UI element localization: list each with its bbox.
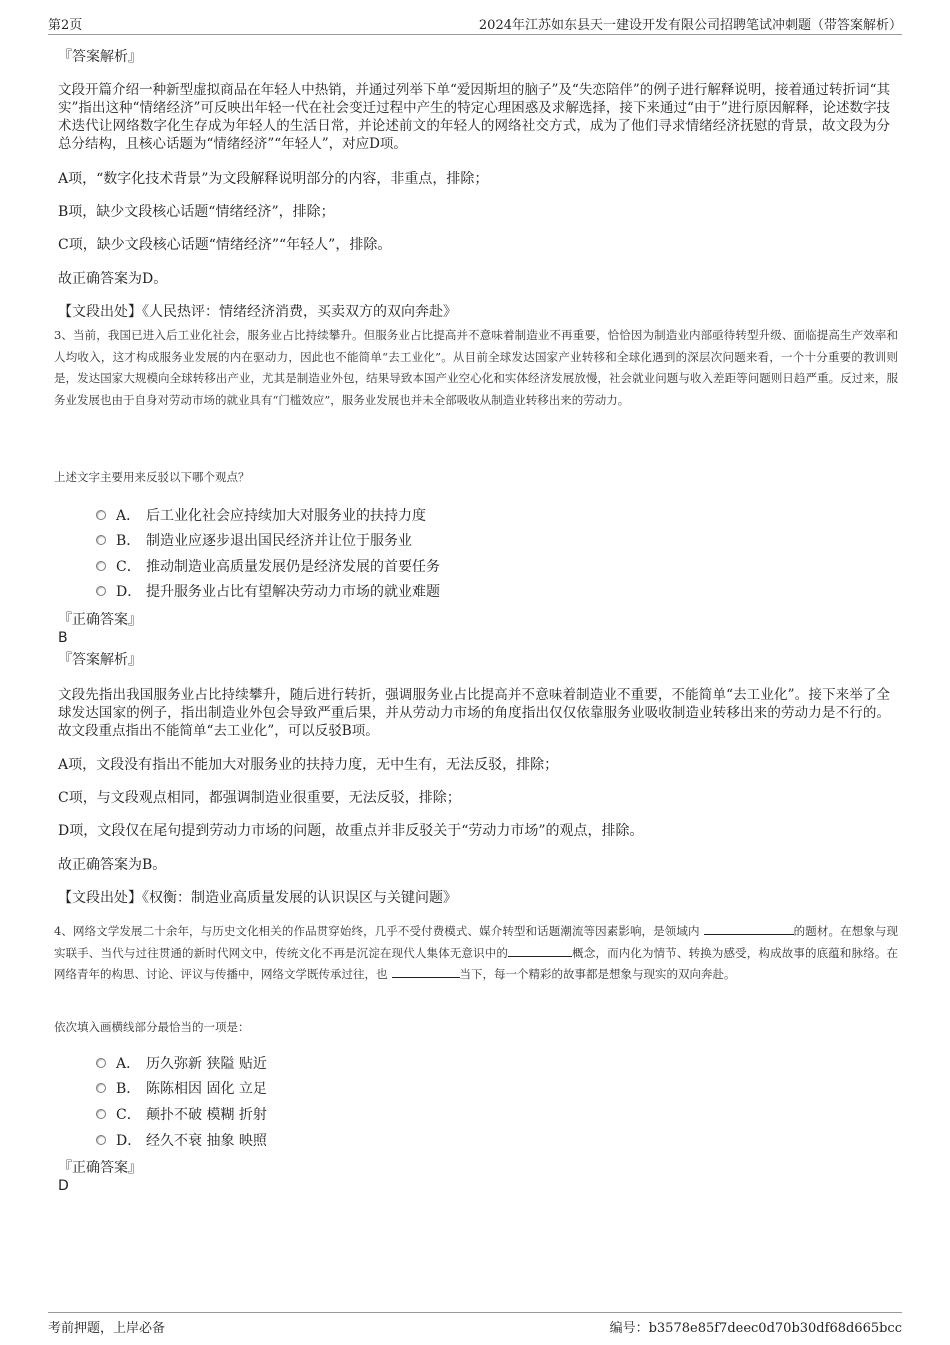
- option-b-note: B项，缺少文段核心话题“情绪经济”，排除；: [58, 204, 335, 220]
- question-3-stem: 3、当前，我国已进入后工业化社会，服务业占比持续攀升。但服务业占比提高并不意味着制造业不再重要，恰恰因为制造业内部亟待转型升级、面临提高生产效率和人均收入，这才构成服务业发展的内在驱动力，因此也不能简单“去工业化”。从目前全球发达国家产业转移和全球化遇到的深层次问题来看，一个十分重要的教训则是，发达国家大规模向全球转移出产业，尤其是制造业外包，结果导致本国产业空心化和实体经济发展放慢，社会就业问题与收入差距等问题则日趋严重。反过来，服务业发展也由于自身对劳动市场的就业具有“门槛效应”，服务业发展也并未全部吸收从制造业转移出来的劳动力。: [54, 328, 898, 407]
- answer-label: 『正确答案』: [58, 1160, 142, 1176]
- source: 【文段出处】《人民热评：情绪经济消费，买卖双方的双向奔赴》: [58, 304, 457, 320]
- option-d-note: D项，文段仅在尾句提到劳动力市场的问题，故重点并非反驳关于“劳动力市场”的观点，排除。: [58, 823, 644, 839]
- conclusion: 故正确答案为D。: [58, 271, 168, 287]
- blank-2: [508, 944, 572, 957]
- question-4-prompt: 依次填入画横线部分最恰当的一项是：: [54, 1020, 250, 1034]
- page-number: 第2页: [48, 18, 83, 33]
- option-c[interactable]: C． 颠扑不破 模糊 折射: [96, 1104, 267, 1124]
- analysis-label: 『答案解析』: [58, 49, 142, 65]
- option-a[interactable]: A． 历久弥新 狭隘 贴近: [96, 1053, 267, 1073]
- option-a[interactable]: A． 后工业化社会应持续加大对服务业的扶持力度: [96, 505, 426, 525]
- option-b[interactable]: B． 陈陈相因 固化 立足: [96, 1078, 267, 1098]
- radio-icon[interactable]: [96, 535, 106, 545]
- footer-slogan: 考前押题，上岸必备: [48, 1321, 166, 1336]
- radio-icon[interactable]: [96, 586, 106, 596]
- option-c-note: C项，缺少文段核心话题“情绪经济”“年轻人”，排除。: [58, 237, 392, 253]
- option-a-note: A项，文段没有指出不能加大对服务业的扶持力度，无中生有，无法反驳，排除；: [58, 757, 559, 773]
- document-title: 2024年江苏如东县天一建设开发有限公司招聘笔试冲刺题（带答案解析）: [478, 18, 902, 33]
- document-id: 编号：b3578e85f7deec0d70b30df68d665bcc: [609, 1321, 902, 1336]
- option-d[interactable]: D． 经久不衰 抽象 映照: [96, 1130, 267, 1150]
- radio-icon[interactable]: [96, 561, 106, 571]
- answer-label: 『正确答案』: [58, 612, 142, 628]
- question-3-prompt: 上述文字主要用来反驳以下哪个观点？: [54, 470, 250, 484]
- option-a-note: A项，“数字化技术背景”为文段解释说明部分的内容，非重点，排除；: [58, 171, 489, 187]
- radio-icon[interactable]: [96, 1083, 106, 1093]
- page-footer: [48, 1312, 902, 1335]
- conclusion: 故正确答案为B。: [58, 857, 167, 873]
- analysis-text: 文段开篇介绍一种新型虚拟商品在年轻人中热销，并通过列举下单“爱因斯坦的脑子”及“失恋陪伴”的例子进行解释说明，接着通过转折词“其实”指出这种“情绪经济”可反映出年轻一代在社会变迁过程中产生的特定心理困惑及求解选择，接下来通过“由于”进行原因解释，论述数字技术迭代让网络数字化生存成为年轻人的生活日常，并论述前文的年轻人的网络社交方式，成为了他们寻求情绪经济抚慰的背景，故文段为分总分结构，且核心话题为“情绪经济”“年轻人”，对应D项。: [58, 82, 890, 152]
- blank-1: [704, 922, 794, 935]
- correct-answer: D: [58, 1178, 69, 1194]
- source: 【文段出处】《权衡：制造业高质量发展的认识误区与关键问题》: [58, 890, 457, 906]
- option-b[interactable]: B． 制造业应逐步退出国民经济并让位于服务业: [96, 530, 412, 550]
- blank-3: [392, 965, 460, 978]
- analysis-text: 文段先指出我国服务业占比持续攀升，随后进行转折，强调服务业占比提高并不意味着制造业不重要，不能简单“去工业化”。接下来举了全球发达国家的例子，指出制造业外包会导致严重后果，并从劳动力市场的角度指出仅仅依靠服务业吸收制造业转移出来的劳动力是不行的。故文段重点指出不能简单“去工业化”，可以反驳B项。: [58, 687, 890, 739]
- page-header: [48, 14, 902, 35]
- option-d[interactable]: D． 提升服务业占比有望解决劳动力市场的就业难题: [96, 581, 440, 601]
- radio-icon[interactable]: [96, 1109, 106, 1119]
- correct-answer: B: [58, 630, 68, 646]
- option-c[interactable]: C． 推动制造业高质量发展仍是经济发展的首要任务: [96, 556, 440, 576]
- option-c-note: C项，与文段观点相同，都强调制造业很重要，无法反驳，排除；: [58, 790, 461, 806]
- radio-icon[interactable]: [96, 1058, 106, 1068]
- question-4-stem: 4、网络文学发展二十余年，与历史文化相关的作品贯穿始终，几乎不受付费模式、媒介转型和话题潮流等因素影响，是领域内 的题材。在想象与现实联手、当代与过往贯通的新时代网文中，传统文化不再是沉淀在现代人集体无意识中的 概念，而内化为情节、转换为感受，构成故事的底蕴和脉络。在网络青年的构思、讨论、评议与传播中，网络文学既传承过往，也 当下，每一个精彩的故事都是想象与现实的双向奔赴。: [54, 924, 899, 981]
- radio-icon[interactable]: [96, 1135, 106, 1145]
- analysis-label: 『答案解析』: [58, 652, 142, 668]
- radio-icon[interactable]: [96, 510, 106, 520]
